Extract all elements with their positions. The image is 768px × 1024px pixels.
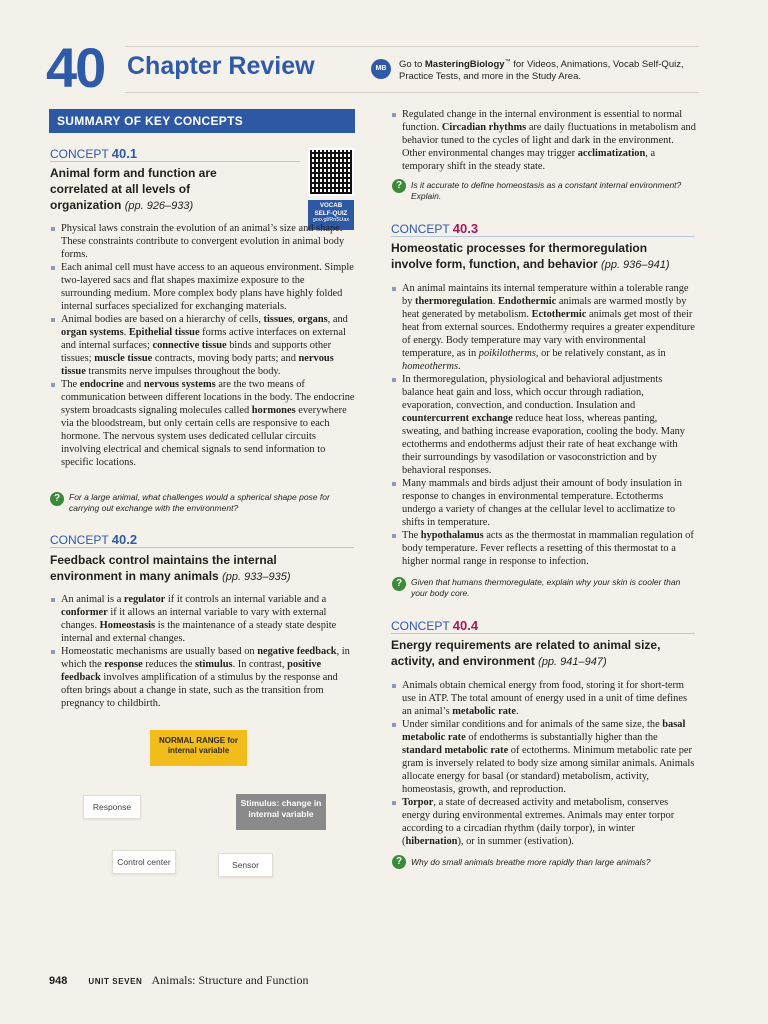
list-item: The hypothalamus acts as the thermostat in mammalian regulation of body temperature. Fever reflects a resetting of this thermostat to a higher normal range in response to infection. xyxy=(391,529,696,568)
concept-40-3-bullets xyxy=(391,282,696,568)
vocab-self-quiz-badge[interactable]: VOCAB SELF-QUIZ goo.gl/Rn5Uax xyxy=(308,200,354,230)
concept-40-3-title: Homeostatic processes for thermoregulation involve form, function, and behavior (pp. 936–941) xyxy=(391,241,670,271)
concept-40-2-bullets xyxy=(50,593,355,710)
concept-40-1-question: For a large animal, what challenges would a spherical shape pose for carrying out exchange with the environment? xyxy=(69,492,330,513)
list-item: Homeostatic mechanisms are usually based on negative feedback, in which the response reduces the stimulus. In contrast, positive feedback involves amplification of a stimulus by the response and often brings about a change in state, such as the transition from pregnancy to childbirth. xyxy=(50,645,355,710)
list-item: Animal bodies are based on a hierarchy of cells, tissues, organs, and organ systems. Epithelial tissue forms active interfaces on external and internal surfaces; connective tissue binds and supports other tissues; muscle tissue contracts, moving body parts; and nervous tissue transmits nerve impulses throughout the body. xyxy=(50,313,355,378)
concept-40-2-bullet-continued xyxy=(391,108,696,173)
chapter-number: 40 xyxy=(46,36,105,99)
list-item: In thermoregulation, physiological and behavioral adjustments balance heat gain and loss, which occur through radiation, evaporation, convection, and conduction. Insulation and countercurrent exchange reduce heat loss, whereas panting, sweating, and bathing increase evaporation, cooling the body. Many ectotherms and endotherms adjust their rate of heat exchange with their surroundings by vasodilation or vasoconstriction and by behavioral responses. xyxy=(391,373,696,477)
concept-40-2-title: Feedback control maintains the internal environment in many animals (pp. 933–935) xyxy=(50,553,291,583)
concept-rule xyxy=(391,633,695,634)
list-item: Animals obtain chemical energy from food, storing it for short-term use in ATP. The total amount of energy used in a unit of time defines an animal’s metabolic rate. xyxy=(391,679,696,718)
list-item: Torpor, a state of decreased activity and metabolism, conserves energy during environmental extremes. Animals may enter torpor according to a circadian rhythm (daily torpor), in winter (hibernation), or in summer (estivation). xyxy=(391,796,696,848)
concept-40-1-title: Animal form and function are correlated at all levels of organization (pp. 926–933) xyxy=(50,166,217,212)
mastering-biology-icon: MB xyxy=(371,59,391,79)
chapter-title: Chapter Review xyxy=(127,52,315,80)
summary-heading: SUMMARY OF KEY CONCEPTS xyxy=(49,109,355,133)
question-icon: ? xyxy=(392,179,406,193)
header-rule-bottom xyxy=(125,92,699,93)
diagram-control-center: Control center xyxy=(112,850,176,874)
list-item: An animal maintains its internal temperature within a tolerable range by thermoregulation. Endothermic animals are warmed mostly by heat generated by metabolism. Ectothermic animals get most of their heat from external sources. Endothermy requires a greater expenditure of energy. Body temperature may vary with environmental temperature, as in poikilotherms, or be relatively constant, as in homeotherms. xyxy=(391,282,696,373)
diagram-sensor: Sensor xyxy=(218,853,273,877)
vocab-qr-code[interactable] xyxy=(308,148,354,196)
concept-rule xyxy=(50,161,300,162)
diagram-response: Response xyxy=(83,795,141,819)
list-item: Each animal cell must have access to an aqueous environment. Simple two-layered sacs and flat shapes maximize exposure to the surrounding medium. More complex body plans have highly folded internal surfaces specialized for exchanging materials. xyxy=(50,261,355,313)
question-icon: ? xyxy=(50,492,64,506)
page-number: 948 xyxy=(49,975,68,987)
concept-rule xyxy=(391,236,695,237)
list-item: Regulated change in the internal environment is essential to normal function. Circadian rhythms are daily fluctuations in metabolism and behavior tuned to the cycles of light and dark in the environment. Other environmental changes may trigger acclimatization, a temporary shift in the steady state. xyxy=(391,108,696,173)
concept-40-2-label: CONCEPT 40.2 xyxy=(50,532,138,547)
diagram-stimulus: Stimulus: change in internal variable xyxy=(236,794,326,830)
concept-40-3-label: CONCEPT 40.3 xyxy=(391,221,479,236)
concept-40-4-question: Why do small animals breathe more rapidly than large animals? xyxy=(411,857,651,867)
list-item: An animal is a regulator if it controls an internal variable and a conformer if it allows an internal variable to vary with external changes. Homeostasis is the maintenance of a steady state despite internal and external changes. xyxy=(50,593,355,645)
concept-40-4-bullets xyxy=(391,679,696,848)
unit-title: Animals: Structure and Function xyxy=(151,973,309,987)
list-item: Physical laws constrain the evolution of an animal’s size and shape. These constraints contribute to convergent evolution in animal body forms. xyxy=(50,222,355,261)
list-item: The endocrine and nervous systems are the two means of communication between different locations in the body. The endocrine system broadcasts signaling molecules called hormones everywhere via the bloodstream, but only certain cells are responsive to each hormone. The nervous system uses dedicated cellular circuits involving electrical and chemical signals to send information to specific locations. xyxy=(50,378,355,469)
concept-40-4-label: CONCEPT 40.4 xyxy=(391,618,479,633)
concept-40-3-question: Given that humans thermoregulate, explain why your skin is cooler than your body core. xyxy=(411,577,681,598)
concept-40-1-bullets xyxy=(50,222,355,469)
diagram-normal-range: NORMAL RANGE for internal variable xyxy=(150,730,247,766)
page-footer xyxy=(49,973,308,988)
list-item: Under similar conditions and for animals of the same size, the basal metabolic rate of endotherms is substantially higher than the standard metabolic rate of ectotherms. Minimum metabolic rate per gram is inversely related to body size among similar animals. Animals allocate energy for basal (or standard) metabolism, activity, homeostasis, growth, and reproduction. xyxy=(391,718,696,796)
question-icon: ? xyxy=(392,855,406,869)
list-item: Many mammals and birds adjust their amount of body insulation in response to changes in environmental temperature. Ectotherms undergo a variety of changes at the cellular level to acclimatize to shifts in temperature. xyxy=(391,477,696,529)
question-icon: ? xyxy=(392,577,406,591)
concept-rule xyxy=(50,547,354,548)
unit-label: UNIT SEVEN xyxy=(88,977,143,986)
concept-40-4-title: Energy requirements are related to animal size, activity, and environment (pp. 941–947) xyxy=(391,638,661,668)
concept-40-2-question: Is it accurate to define homeostasis as a constant internal environment? Explain. xyxy=(411,180,682,201)
concept-40-1-label: CONCEPT 40.1 xyxy=(50,146,138,161)
header-rule-top xyxy=(125,46,699,47)
mastering-biology-note: Go to MasteringBiology™ for Videos, Animations, Vocab Self-Quiz, Practice Tests, and more in the Study Area. xyxy=(399,59,684,83)
